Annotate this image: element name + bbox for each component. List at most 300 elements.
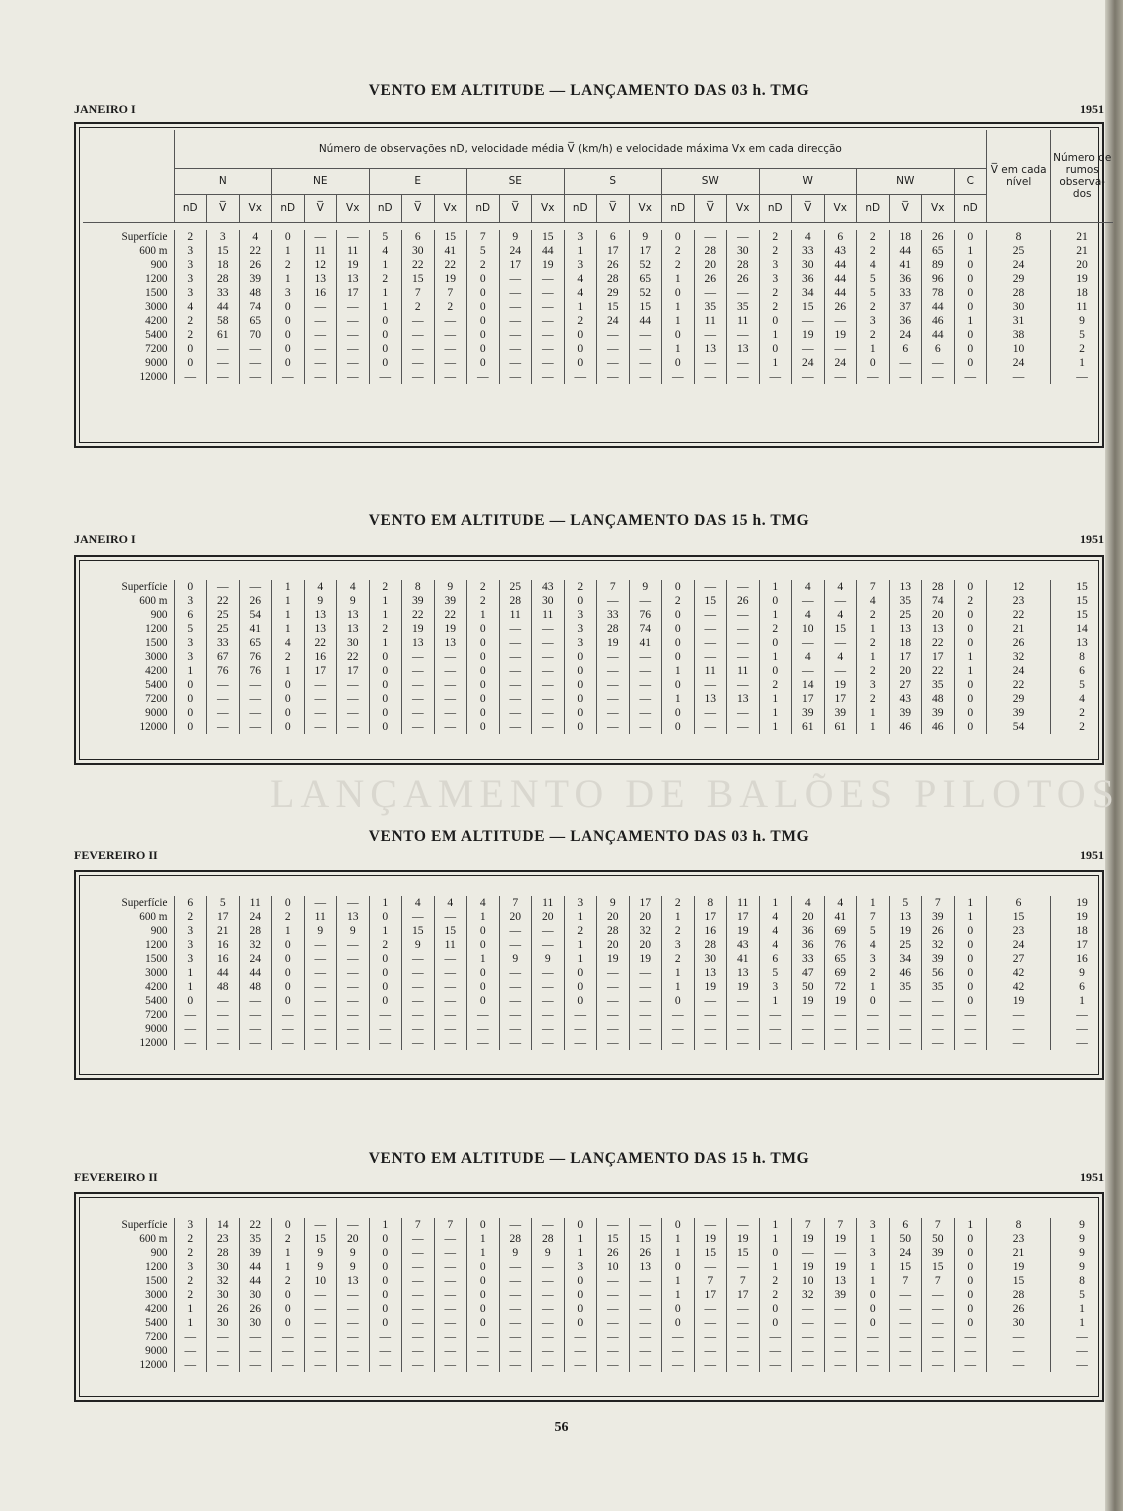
table-cell: — <box>499 1330 532 1344</box>
table-cell: 0 <box>954 1232 987 1246</box>
table-cell: 0 <box>564 720 597 734</box>
table-cell: — <box>889 1344 922 1358</box>
table-cell: — <box>922 1358 955 1372</box>
table-cell: — <box>727 1008 760 1022</box>
table-cell: 0 <box>272 678 305 692</box>
table-cell: 39 <box>922 952 955 966</box>
table-frame <box>74 122 1112 448</box>
table-cell: 0 <box>369 650 402 664</box>
table-cell: 0 <box>369 980 402 994</box>
table-cell: — <box>597 1330 630 1344</box>
table-row <box>83 1246 1113 1260</box>
table-cell: — <box>207 692 240 706</box>
table-cell: — <box>499 300 532 314</box>
table-cell: — <box>434 650 467 664</box>
table-cell: — <box>564 370 597 384</box>
table-cell: 22 <box>434 258 467 272</box>
table-cell: — <box>727 622 760 636</box>
table-cell: 11 <box>727 314 760 328</box>
table-cell: 0 <box>564 594 597 608</box>
table-cell: 4 <box>564 286 597 300</box>
table-cell: 1 <box>1051 994 1114 1008</box>
table-cell: — <box>434 1232 467 1246</box>
table-cell: 0 <box>467 1288 500 1302</box>
table-cell: — <box>1051 1330 1114 1344</box>
table-cell: 0 <box>564 664 597 678</box>
table-cell: 0 <box>954 230 987 244</box>
table-cell: 24 <box>987 938 1051 952</box>
table-cell: 0 <box>272 356 305 370</box>
table-cell: — <box>727 370 760 384</box>
table-cell: — <box>629 1022 662 1036</box>
table-cell: — <box>207 580 240 594</box>
table-cell: 0 <box>467 980 500 994</box>
table-cell: 28 <box>532 1232 565 1246</box>
table-cell: — <box>499 924 532 938</box>
table-cell: — <box>629 1008 662 1022</box>
table-cell: — <box>337 1036 370 1050</box>
level-label: 900 <box>150 259 168 271</box>
table-cell: — <box>337 1344 370 1358</box>
table-cell: 19 <box>824 1232 857 1246</box>
data-table <box>83 230 1113 384</box>
table-cell: — <box>532 286 565 300</box>
table-cell: 13 <box>889 580 922 594</box>
table-cell: 4 <box>304 580 337 594</box>
table-cell: 30 <box>239 1316 272 1330</box>
table-cell: 0 <box>662 356 695 370</box>
table-cell: 0 <box>759 1316 792 1330</box>
table-cell: 4 <box>434 896 467 910</box>
table-cell: 25 <box>499 580 532 594</box>
table-cell: 0 <box>954 1274 987 1288</box>
table-cell: — <box>824 1344 857 1358</box>
table-cell: — <box>499 1008 532 1022</box>
table-row <box>83 924 1113 938</box>
table-cell: 39 <box>987 706 1051 720</box>
level-label: 600 m <box>139 595 168 607</box>
table-cell: — <box>792 1316 825 1330</box>
table-cell: 3 <box>857 314 890 328</box>
table-cell: — <box>662 1358 695 1372</box>
table-cell: — <box>662 1022 695 1036</box>
table-cell: 8 <box>1051 650 1114 664</box>
table-cell: 9 <box>1051 1260 1114 1274</box>
table-cell: 9 <box>1051 966 1114 980</box>
table-cell: 19 <box>1051 910 1114 924</box>
table-cell: — <box>239 1344 272 1358</box>
table-cell: — <box>337 328 370 342</box>
table-cell: 3 <box>174 650 207 664</box>
table-cell: 17 <box>727 1288 760 1302</box>
table-cell: — <box>532 272 565 286</box>
table-cell: 0 <box>467 1218 500 1232</box>
table-cell: — <box>402 994 435 1008</box>
table-cell: 7 <box>694 1274 727 1288</box>
table-row <box>83 1232 1113 1246</box>
table-cell: — <box>499 994 532 1008</box>
dir-NW: NW <box>857 168 955 194</box>
table-cell: 2 <box>272 1274 305 1288</box>
sub-header-vmax: Vx <box>629 194 662 222</box>
table-row <box>83 720 1113 734</box>
table-cell: 1 <box>272 244 305 258</box>
table-cell: 1 <box>954 314 987 328</box>
table-cell: 0 <box>369 910 402 924</box>
table-cell: 4 <box>174 300 207 314</box>
table-cell: — <box>629 692 662 706</box>
table-cell: — <box>824 370 857 384</box>
table-cell: 0 <box>174 678 207 692</box>
table-cell: 9 <box>629 580 662 594</box>
table-cell: 13 <box>337 608 370 622</box>
table-cell: 1 <box>369 636 402 650</box>
table-row <box>83 692 1113 706</box>
table-cell: 1 <box>857 1274 890 1288</box>
sub-header-nd: nD <box>174 194 207 222</box>
table-row <box>83 1302 1113 1316</box>
table-cell: 5 <box>759 966 792 980</box>
table-cell: — <box>499 1260 532 1274</box>
level-label: 1500 <box>145 1275 168 1287</box>
table-cell: — <box>272 1358 305 1372</box>
table-cell: 28 <box>694 244 727 258</box>
level-label: 1200 <box>145 939 168 951</box>
table-cell: 34 <box>889 952 922 966</box>
table-cell: 0 <box>954 300 987 314</box>
table-cell: 0 <box>759 636 792 650</box>
table-cell: — <box>597 1022 630 1036</box>
table-cell: — <box>304 342 337 356</box>
table-cell: — <box>402 356 435 370</box>
table-cell: 3 <box>662 938 695 952</box>
table-cell: 13 <box>337 1274 370 1288</box>
table-cell: 19 <box>694 980 727 994</box>
table-cell: — <box>629 1036 662 1050</box>
table-cell: — <box>532 720 565 734</box>
table-cell: — <box>824 636 857 650</box>
table-cell: 76 <box>239 650 272 664</box>
table-cell: 26 <box>239 594 272 608</box>
table-cell: 3 <box>857 1246 890 1260</box>
table-cell: 1 <box>857 1232 890 1246</box>
table-cell: 26 <box>922 230 955 244</box>
table-row <box>83 650 1113 664</box>
table-cell: 78 <box>922 286 955 300</box>
table-row <box>83 1330 1113 1344</box>
table-cell: 19 <box>792 1232 825 1246</box>
table-cell: 4 <box>759 938 792 952</box>
table-cell: 29 <box>597 286 630 300</box>
table-cell: 24 <box>889 328 922 342</box>
table-cell: 11 <box>532 608 565 622</box>
table-row <box>83 952 1113 966</box>
year-label: 1951 <box>1080 102 1104 116</box>
table-cell: 3 <box>174 952 207 966</box>
table-cell: 1 <box>369 594 402 608</box>
table-cell: 13 <box>694 342 727 356</box>
table-cell: 58 <box>207 314 240 328</box>
table-cell: 67 <box>207 650 240 664</box>
table-cell: 0 <box>564 328 597 342</box>
table-cell: 3 <box>174 594 207 608</box>
table-cell: — <box>532 1288 565 1302</box>
year-label: 1951 <box>1080 1170 1104 1184</box>
table-cell: 23 <box>987 924 1051 938</box>
level-label: 4200 <box>145 981 168 993</box>
table-cell: — <box>954 1008 987 1022</box>
table-cell: — <box>532 994 565 1008</box>
table-cell: 7 <box>499 896 532 910</box>
table-cell: — <box>304 966 337 980</box>
table-cell: 22 <box>402 258 435 272</box>
table-cell: 1 <box>954 1218 987 1232</box>
table-cell: 28 <box>987 1288 1051 1302</box>
table-cell: — <box>1051 1344 1114 1358</box>
table-cell: 22 <box>239 1218 272 1232</box>
table-cell: 69 <box>824 966 857 980</box>
sub-header-vmax: Vx <box>239 194 272 222</box>
table-cell: — <box>727 1036 760 1050</box>
table-cell: 25 <box>889 938 922 952</box>
table-cell: 43 <box>889 692 922 706</box>
table-cell: 2 <box>1051 342 1114 356</box>
table-cell: 1 <box>369 896 402 910</box>
table-cell: — <box>239 356 272 370</box>
table-cell: 28 <box>239 924 272 938</box>
table-cell: — <box>337 966 370 980</box>
table-cell: 32 <box>922 938 955 952</box>
table-cell: 28 <box>597 622 630 636</box>
table-cell: 26 <box>987 1302 1051 1316</box>
table-cell: 16 <box>304 650 337 664</box>
table-cell: — <box>239 370 272 384</box>
table-cell: — <box>824 1302 857 1316</box>
table-cell: — <box>954 370 987 384</box>
table-cell: 13 <box>889 622 922 636</box>
table-cell: 2 <box>174 1232 207 1246</box>
table-cell: 1 <box>759 994 792 1008</box>
table-cell: 26 <box>239 258 272 272</box>
table-cell: 0 <box>272 692 305 706</box>
table-cell: — <box>499 980 532 994</box>
header-caption: Número de observações nD, velocidade média V̅ (km/h) e velocidade máxima Vx em cada direcção <box>174 130 987 168</box>
table-cell: 0 <box>272 1316 305 1330</box>
month-label: FEVEREIRO II <box>74 848 158 862</box>
table-cell: 6 <box>922 342 955 356</box>
table-cell: — <box>369 1344 402 1358</box>
table-cell: 2 <box>564 580 597 594</box>
table-cell: 9 <box>1051 1232 1114 1246</box>
table-cell: 8 <box>987 230 1051 244</box>
table-cell: 1 <box>369 924 402 938</box>
table-cell: 0 <box>369 1302 402 1316</box>
table-cell: 20 <box>629 910 662 924</box>
table-cell: — <box>694 1316 727 1330</box>
table-cell: — <box>564 1036 597 1050</box>
sub-header-vmax: Vx <box>922 194 955 222</box>
table-cell: 24 <box>239 952 272 966</box>
table-cell: 0 <box>662 1218 695 1232</box>
table-cell: — <box>694 1358 727 1372</box>
table-cell: 11 <box>727 896 760 910</box>
table-cell: — <box>564 1330 597 1344</box>
table-cell: — <box>727 1218 760 1232</box>
table-cell: 1 <box>759 692 792 706</box>
table-cell: — <box>467 1008 500 1022</box>
table-cell: 0 <box>467 636 500 650</box>
table-cell: 4 <box>857 258 890 272</box>
table-cell: 0 <box>564 356 597 370</box>
table-cell: — <box>824 594 857 608</box>
table-cell: 0 <box>564 1302 597 1316</box>
table-cell: — <box>662 1330 695 1344</box>
table-cell: 15 <box>987 1274 1051 1288</box>
table-cell: 31 <box>987 314 1051 328</box>
table-cell: 2 <box>174 314 207 328</box>
table-cell: — <box>337 706 370 720</box>
table-cell: 47 <box>792 966 825 980</box>
table-cell: 41 <box>824 910 857 924</box>
table-cell: 1 <box>857 1260 890 1274</box>
table-cell: — <box>207 1358 240 1372</box>
table-cell: 1 <box>857 342 890 356</box>
table-cell: 1 <box>857 980 890 994</box>
table-cell: 1 <box>662 910 695 924</box>
table-cell: 9 <box>532 952 565 966</box>
table-cell: 2 <box>1051 720 1114 734</box>
table-cell: 2 <box>857 636 890 650</box>
table-cell: — <box>1051 1358 1114 1372</box>
table-cell: 22 <box>987 608 1051 622</box>
table-cell: — <box>499 1316 532 1330</box>
table-header <box>83 130 1113 223</box>
table-cell: 3 <box>174 272 207 286</box>
table-cell: 41 <box>239 622 272 636</box>
table-cell: 2 <box>272 650 305 664</box>
table-cell: 0 <box>272 706 305 720</box>
table-cell: — <box>889 1358 922 1372</box>
level-label: 1200 <box>145 623 168 635</box>
table-cell: 38 <box>987 328 1051 342</box>
table-cell: 30 <box>337 636 370 650</box>
table-cell: 0 <box>564 342 597 356</box>
sub-header-nd: nD <box>759 194 792 222</box>
table-cell: 43 <box>727 938 760 952</box>
table-cell: 42 <box>987 980 1051 994</box>
table-cell: 69 <box>824 924 857 938</box>
table-cell: 0 <box>564 980 597 994</box>
table-cell: 2 <box>369 580 402 594</box>
table-cell: — <box>434 1330 467 1344</box>
table-cell: — <box>694 650 727 664</box>
table-cell: — <box>402 1022 435 1036</box>
table-cell: 3 <box>174 258 207 272</box>
table-cell: 29 <box>987 272 1051 286</box>
page-number: 56 <box>554 1420 569 1435</box>
level-label: 1500 <box>145 287 168 299</box>
table-cell: — <box>369 1008 402 1022</box>
table-cell: 0 <box>467 300 500 314</box>
table-cell: 24 <box>499 244 532 258</box>
table-cell: 41 <box>727 952 760 966</box>
table-cell: — <box>499 966 532 980</box>
table-cell: — <box>629 1344 662 1358</box>
table-cell: — <box>239 342 272 356</box>
table-cell: — <box>532 980 565 994</box>
table-cell: 1 <box>759 650 792 664</box>
level-label: 12000 <box>139 721 168 733</box>
sub-header-vmean: V̅ <box>792 194 825 222</box>
table-cell: 3 <box>564 258 597 272</box>
table-cell: — <box>532 636 565 650</box>
table-cell: 15 <box>304 1232 337 1246</box>
table-cell: 70 <box>239 328 272 342</box>
table-cell: 9 <box>499 1246 532 1260</box>
table-cell: 1 <box>467 608 500 622</box>
table-cell: 1 <box>662 980 695 994</box>
table-cell: 15 <box>597 1232 630 1246</box>
table-cell: 19 <box>694 1232 727 1246</box>
table-cell: 0 <box>467 966 500 980</box>
sub-header-vmax: Vx <box>434 194 467 222</box>
table-cell: 12 <box>304 258 337 272</box>
table-cell: — <box>629 720 662 734</box>
table-cell: 17 <box>629 896 662 910</box>
table-cell: 5 <box>369 230 402 244</box>
table-cell: — <box>597 966 630 980</box>
table-cell: 0 <box>369 342 402 356</box>
table-cell: 1 <box>662 664 695 678</box>
table-cell: 19 <box>1051 896 1114 910</box>
table-cell: 9 <box>304 1260 337 1274</box>
table-row <box>83 1358 1113 1372</box>
table-cell: 3 <box>759 980 792 994</box>
table-cell: 23 <box>987 1232 1051 1246</box>
sub-header-vmax: Vx <box>824 194 857 222</box>
table-cell: 1 <box>467 1246 500 1260</box>
table-cell: 10 <box>792 1274 825 1288</box>
table-cell: — <box>597 1344 630 1358</box>
table-cell: 1 <box>1051 356 1114 370</box>
table-cell: 24 <box>792 356 825 370</box>
table-cell: — <box>304 370 337 384</box>
table-cell: — <box>532 1218 565 1232</box>
table-cell: 28 <box>207 1246 240 1260</box>
table-cell: 28 <box>597 924 630 938</box>
table-cell: 2 <box>857 966 890 980</box>
table-cell: — <box>597 1316 630 1330</box>
sub-header-vmean: V̅ <box>694 194 727 222</box>
table-cell: 1 <box>662 1232 695 1246</box>
table-cell: — <box>824 1022 857 1036</box>
table-cell: — <box>304 678 337 692</box>
table-cell: — <box>337 1330 370 1344</box>
table-cell: — <box>759 1008 792 1022</box>
table-cell: — <box>499 1274 532 1288</box>
table-cell: 33 <box>597 608 630 622</box>
table-cell: 29 <box>987 692 1051 706</box>
table-cell: 22 <box>239 244 272 258</box>
table-cell: 2 <box>467 580 500 594</box>
table-cell: 0 <box>467 994 500 1008</box>
table-cell: — <box>402 678 435 692</box>
table-cell: 0 <box>272 342 305 356</box>
table-frame <box>74 555 1104 765</box>
level-label: 5400 <box>145 1317 168 1329</box>
table-cell: — <box>727 1302 760 1316</box>
table-cell: 2 <box>857 692 890 706</box>
